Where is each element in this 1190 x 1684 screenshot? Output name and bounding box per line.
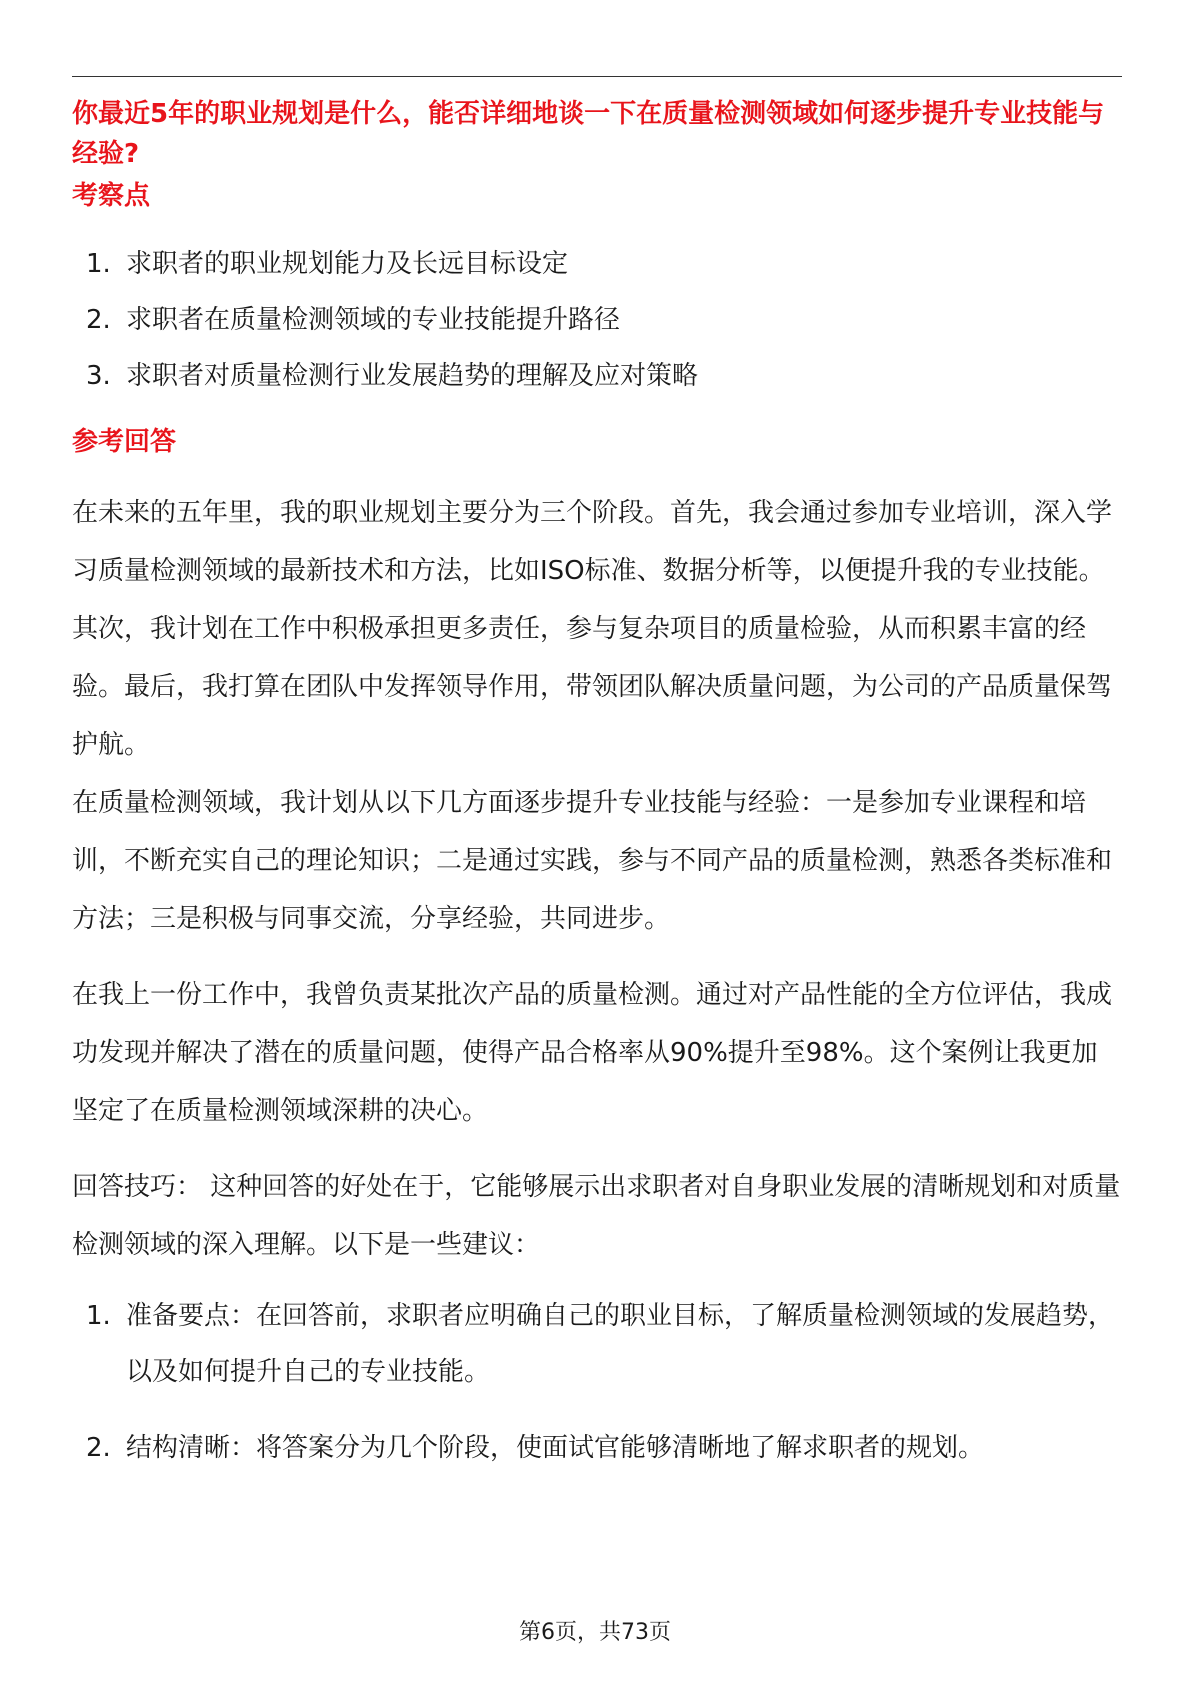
- points-heading: 考察点: [72, 181, 151, 211]
- answer-tips-intro: 回答技巧： 这种回答的好处在于，它能够展示出求职者对自身职业发展的清晰规划和对质量检测领域的深入理解。以下是一些建议：: [72, 1172, 1121, 1260]
- list-item: 2. 结构清晰：将答案分为几个阶段，使面试官能够清晰地了解求职者的规划。: [86, 1433, 985, 1463]
- list-item: 1. 准备要点：在回答前，求职者应明确自己的职业目标，了解质量检测领域的发展趋势，以及如何提升自己的专业技能。: [86, 1301, 1115, 1387]
- list-item: 2. 求职者在质量检测领域的专业技能提升路径: [86, 305, 621, 335]
- answer-heading: 参考回答: [72, 427, 177, 457]
- tips-list: [72, 1288, 1122, 1476]
- points-list: [72, 236, 1122, 404]
- answer-paragraph-1: 在未来的五年里，我的职业规划主要分为三个阶段。首先，我会通过参加专业培训，深入学习质量检测领域的最新技术和方法，比如ISO标准、数据分析等，以便提升我的专业技能。其次，我计划在工作中积极承担更多责任，参与复杂项目的质量检验，从而积累丰富的经验。最后，我打算在团队中发挥领导作用，带领团队解决质量问题，为公司的产品质量保驾护航。: [72, 498, 1113, 760]
- page-number: 第6页，共73页: [519, 1620, 671, 1645]
- list-item: 3. 求职者对质量检测行业发展趋势的理解及应对策略: [86, 361, 699, 391]
- top-rule: [72, 76, 1122, 77]
- answer-paragraph-2: 在质量检测领域，我计划从以下几方面逐步提升专业技能与经验：一是参加专业课程和培训，不断充实自己的理论知识；二是通过实践，参与不同产品的质量检测，熟悉各类标准和方法；三是积极与同事交流，分享经验，共同进步。: [72, 788, 1113, 934]
- list-item: 1. 求职者的职业规划能力及长远目标设定: [86, 249, 569, 279]
- answer-paragraph-3: 在我上一份工作中，我曾负责某批次产品的质量检测。通过对产品性能的全方位评估，我成功发现并解决了潜在的质量问题，使得产品合格率从90%提升至98%。这个案例让我更加坚定了在质量检测领域深耕的决心。: [72, 980, 1113, 1126]
- question-title: 你最近5年的职业规划是什么，能否详细地谈一下在质量检测领域如何逐步提升专业技能与经验?: [72, 99, 1105, 169]
